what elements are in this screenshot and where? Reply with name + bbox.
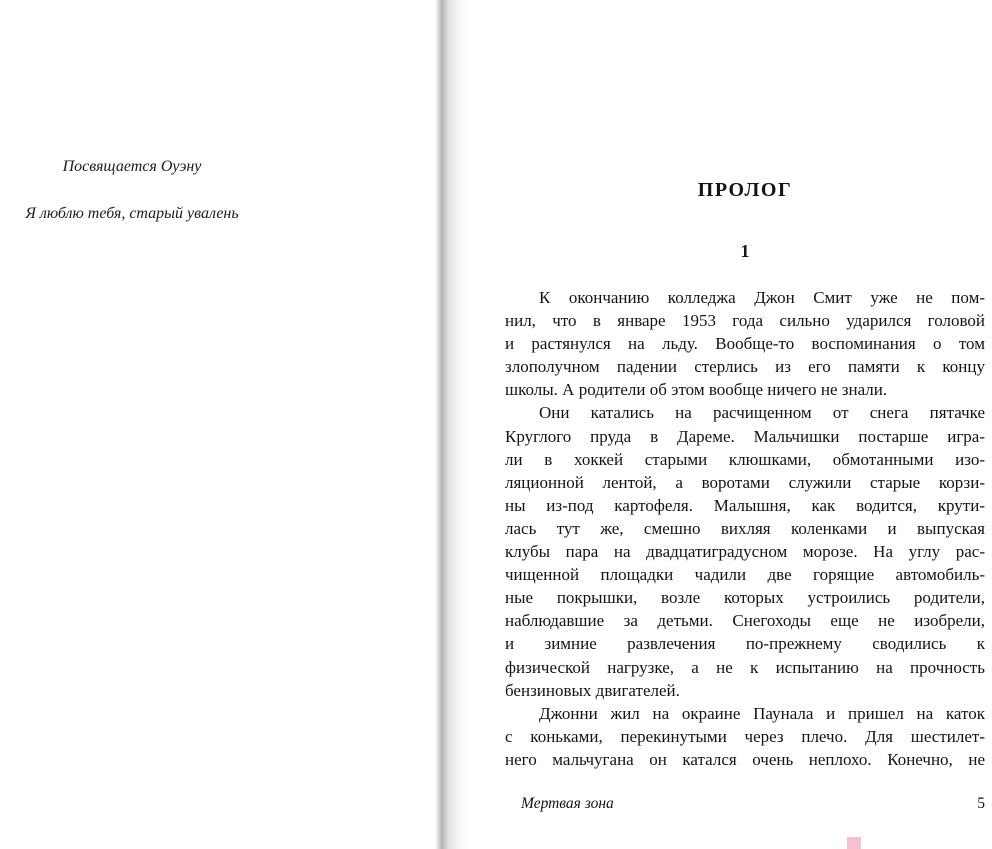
chapter-heading: ПРОЛОГ [697,179,793,201]
running-title: Мертвая зона [521,795,614,812]
dedication [0,158,264,223]
text-line: с коньками, перекинутыми через плечо. Для шестилет- [505,726,985,746]
text-line: ные покрышки, возле которых устроились родители, [505,588,985,608]
text-line: и растянулся на льду. Вообще-то воспоминания о том [505,334,985,354]
text-line: наблюдавшие за детьми. Снегоходы еще не изобрели, [505,611,985,631]
text-line: клубы пара на двадцатиградусном морозе. На углу рас- [505,542,985,562]
left-page [0,0,436,849]
text-line: Круглого пруда в Дареме. Мальчишки постарше игра- [505,426,985,446]
scan-artifact [847,837,861,849]
right-page [468,0,992,849]
text-line: физической нагрузке, а не к испытанию на прочность [505,657,985,677]
dedication-line-1: Посвящается Оуэну [62,158,202,175]
body-text [505,286,985,771]
text-line: нил, что в январе 1953 года сильно ударился головой [505,311,985,331]
text-line: лась тут же, смешно вихляя коленками и выпуская [505,518,985,538]
text-line: чищенной площадки чадили две горящие автомобиль- [505,565,985,585]
page-number: 5 [977,795,985,812]
text-line: него мальчугана он катался очень неплохо. Конечно, не [505,749,985,769]
text-line: и зимние развлечения по-прежнему сводились к [505,634,985,654]
page-footer [505,795,985,813]
text-line: злополучном падении стерлись из его памяти к концу [505,357,985,377]
text-line: ляционной лентой, а воротами служили старые корзи- [505,472,985,492]
text-line: ли в хоккей старыми клюшками, обмотанными изо- [505,449,985,469]
text-line: К окончанию колледжа Джон Смит уже не пом- [539,288,985,307]
text-line: школы. А родители об этом вообще ничего не знали. [505,380,888,400]
section-number: 1 [740,241,750,261]
text-line: Джонни жил на окраине Паунала и пришел на каток [539,703,985,723]
page-gutter [435,0,469,849]
text-line: ны из-под картофеля. Малышня, как водится, крути- [505,495,985,515]
dedication-line-2: Я люблю тебя, старый увалень [25,205,239,222]
text-line: Они катались на расчищенном от снега пятачке [539,403,985,423]
text-line: бензиновых двигателей. [505,680,680,700]
